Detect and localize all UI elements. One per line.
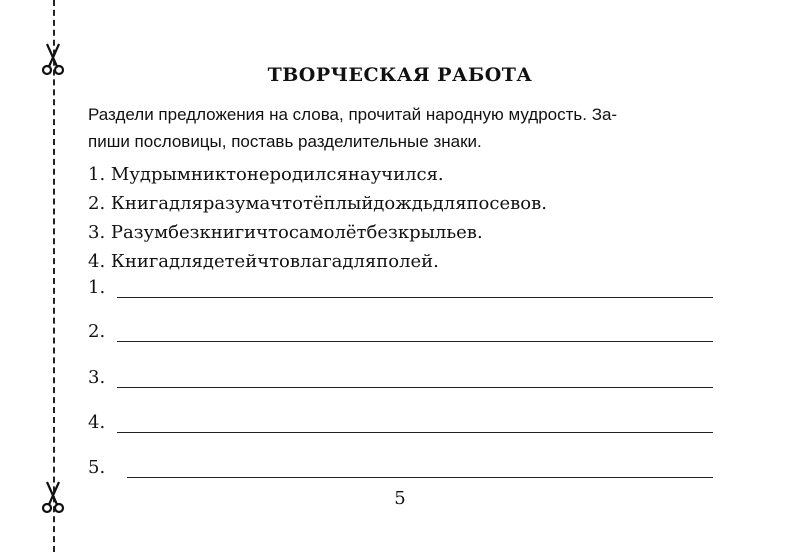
answer-number: 3. bbox=[88, 367, 106, 388]
instruction-text bbox=[88, 101, 728, 155]
answer-number: 1. bbox=[88, 277, 106, 298]
instruction-line-2: пиши пословицы, поставь разделительные знаки. bbox=[88, 132, 482, 151]
answer-line[interactable] bbox=[88, 411, 713, 435]
sentence-item: 4. Книгадлядетейчтовлагадляполей. bbox=[88, 251, 439, 272]
answer-number: 4. bbox=[88, 412, 106, 433]
sentence-item: 2. Книгадляразумачтотёплыйдождьдляпосевов. bbox=[88, 193, 547, 214]
instruction-line-1: Раздели предложения на слова, прочитай народную мудрость. За- bbox=[88, 105, 618, 124]
answer-blank[interactable] bbox=[127, 477, 713, 478]
page-number: 5 bbox=[394, 488, 406, 509]
sentence-list bbox=[88, 160, 547, 276]
answer-line[interactable] bbox=[88, 276, 713, 300]
answer-number: 5. bbox=[88, 457, 106, 478]
answer-line[interactable] bbox=[88, 320, 713, 344]
sentence-item: 1. Мудрымниктонеродилсянаучился. bbox=[88, 164, 444, 185]
answer-line[interactable] bbox=[88, 456, 713, 480]
answer-blank[interactable] bbox=[117, 387, 713, 388]
answer-blank[interactable] bbox=[117, 341, 713, 342]
answer-blank[interactable] bbox=[117, 432, 713, 433]
answer-line[interactable] bbox=[88, 366, 713, 390]
answer-number: 2. bbox=[88, 321, 106, 342]
answer-blank[interactable] bbox=[117, 297, 713, 298]
page-title: ТВОРЧЕСКАЯ РАБОТА bbox=[267, 64, 533, 86]
sentence-item: 3. Разумбезкнигичтосамолётбезкрыльев. bbox=[88, 222, 483, 243]
